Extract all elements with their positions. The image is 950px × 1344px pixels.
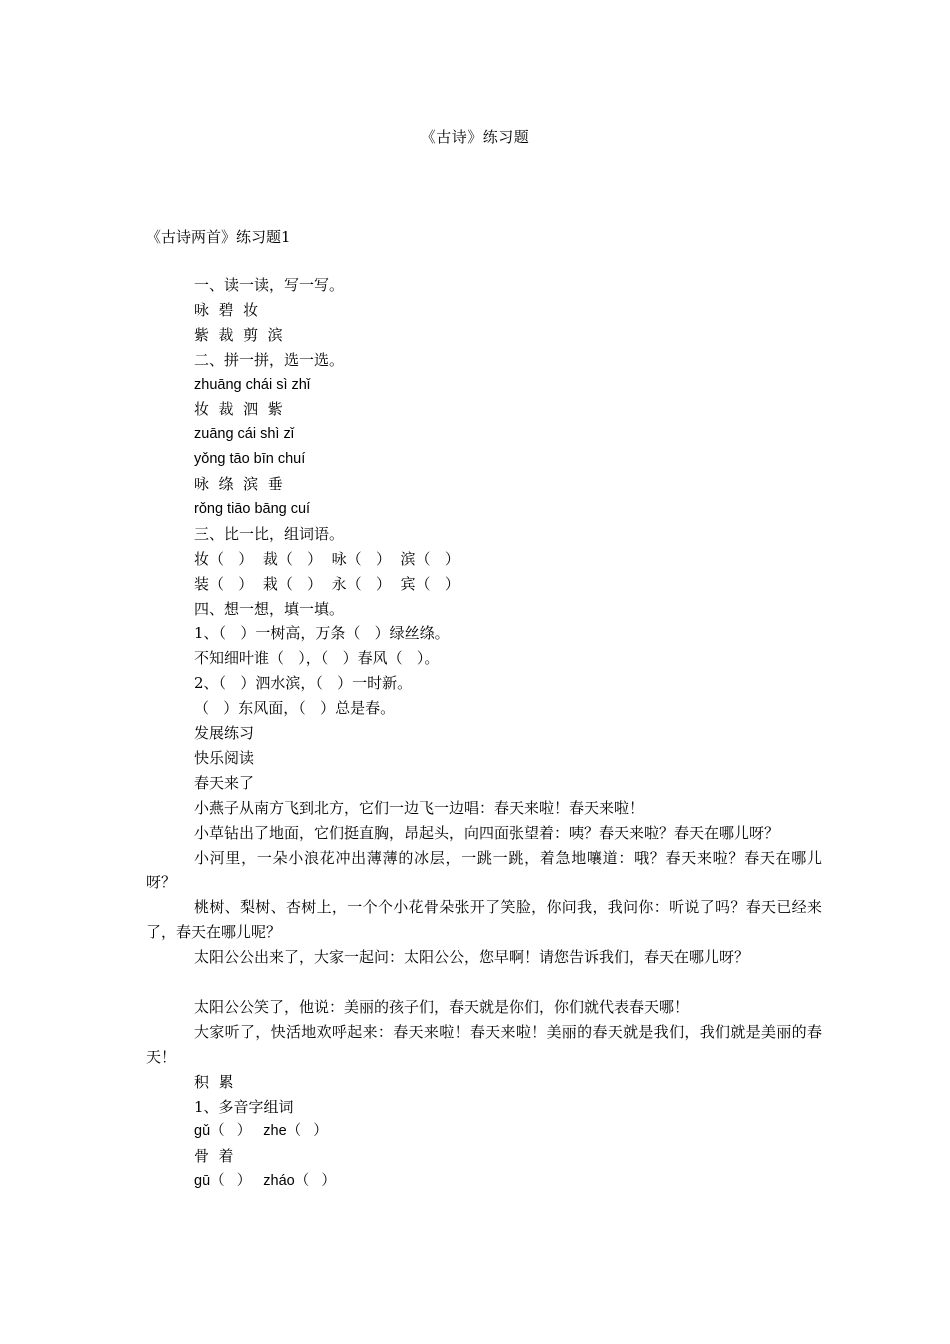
text-line: 不知细叶谁（ ），（ ）春风（ ）。 (194, 649, 440, 668)
text-line: 积 累 (194, 1072, 234, 1091)
text-line: 发展练习 (194, 724, 255, 743)
reading-paragraph: 小河里，一朵小浪花冲出薄薄的冰层，一跳一跳，着急地嚷道：哦？春天来啦？春天在哪儿呀？ (146, 848, 822, 892)
text-line: 紫 裁 剪 滨 (194, 325, 283, 344)
text-line: 妆 裁 泗 紫 (194, 400, 283, 419)
text-line: 2、（ ）泗水滨，（ ）一时新。 (194, 674, 413, 693)
text-line: 四、想一想，填一填。 (194, 599, 345, 618)
text-line: 快乐阅读 (194, 748, 255, 767)
text-line: 春天来了 (194, 773, 255, 792)
reading-paragraph: 桃树、梨树、杏树上，一个个小花骨朵张开了笑脸，你问我，我问你：听说了吗？春天已经来了，春天在哪儿呢？ (146, 898, 822, 942)
reading-paragraph: 小燕子从南方飞到北方，它们一边飞一边唱：春天来啦！春天来啦！ (194, 798, 645, 817)
document-title: 《古诗》练习题 (420, 128, 530, 146)
pinyin-line: rǒng tiāo bāng cuí (194, 501, 311, 518)
pinyin-line: gǔ（ ） zhe（ ） (194, 1123, 328, 1140)
text-line: 1、（ ）一树高，万条（ ）绿丝绦。 (194, 624, 450, 643)
reading-paragraph: 小草钻出了地面，它们挺直胸，昂起头，向四面张望着：咦？春天来啦？春天在哪儿呀？ (194, 823, 780, 842)
text-line: 1、多音字组词 (194, 1097, 294, 1116)
pinyin-line: gū（ ） zháo（ ） (194, 1173, 336, 1190)
pinyin-line: zuāng cái shì zǐ (194, 426, 294, 443)
reading-paragraph: 太阳公公笑了，他说：美丽的孩子们，春天就是你们，你们就代表春天哪！ (194, 997, 690, 1016)
reading-paragraph: 大家听了，快活地欢呼起来：春天来啦！春天来啦！美丽的春天就是我们，我们就是美丽的春天！ (146, 1022, 822, 1066)
text-line: 骨 着 (194, 1147, 234, 1166)
document-body (146, 273, 822, 1194)
section-title: 《古诗两首》练习题1 (146, 228, 291, 246)
pinyin-line: yǒng tāo bīn chuí (194, 451, 306, 468)
text-line: 咏 绦 滨 垂 (194, 475, 283, 494)
pinyin-line: zhuāng chái sì zhǐ (194, 376, 311, 393)
text-line: 装（ ） 栽（ ） 永（ ） 宾（ ） (194, 574, 460, 593)
text-line: 咏 碧 妆 (194, 300, 259, 319)
text-line: 二、拼一拼，选一选。 (194, 350, 345, 369)
text-line: （ ）东风面，（ ）总是春。 (194, 699, 396, 718)
reading-paragraph: 太阳公公出来了，大家一起问：太阳公公，您早啊！请您告诉我们，春天在哪儿呀？ (194, 948, 750, 967)
blank-line (146, 970, 822, 995)
text-line: 妆（ ） 裁（ ） 咏（ ） 滨（ ） (194, 549, 460, 568)
text-line: 三、比一比，组词语。 (194, 524, 345, 543)
text-line: 一、读一读，写一写。 (194, 276, 345, 294)
